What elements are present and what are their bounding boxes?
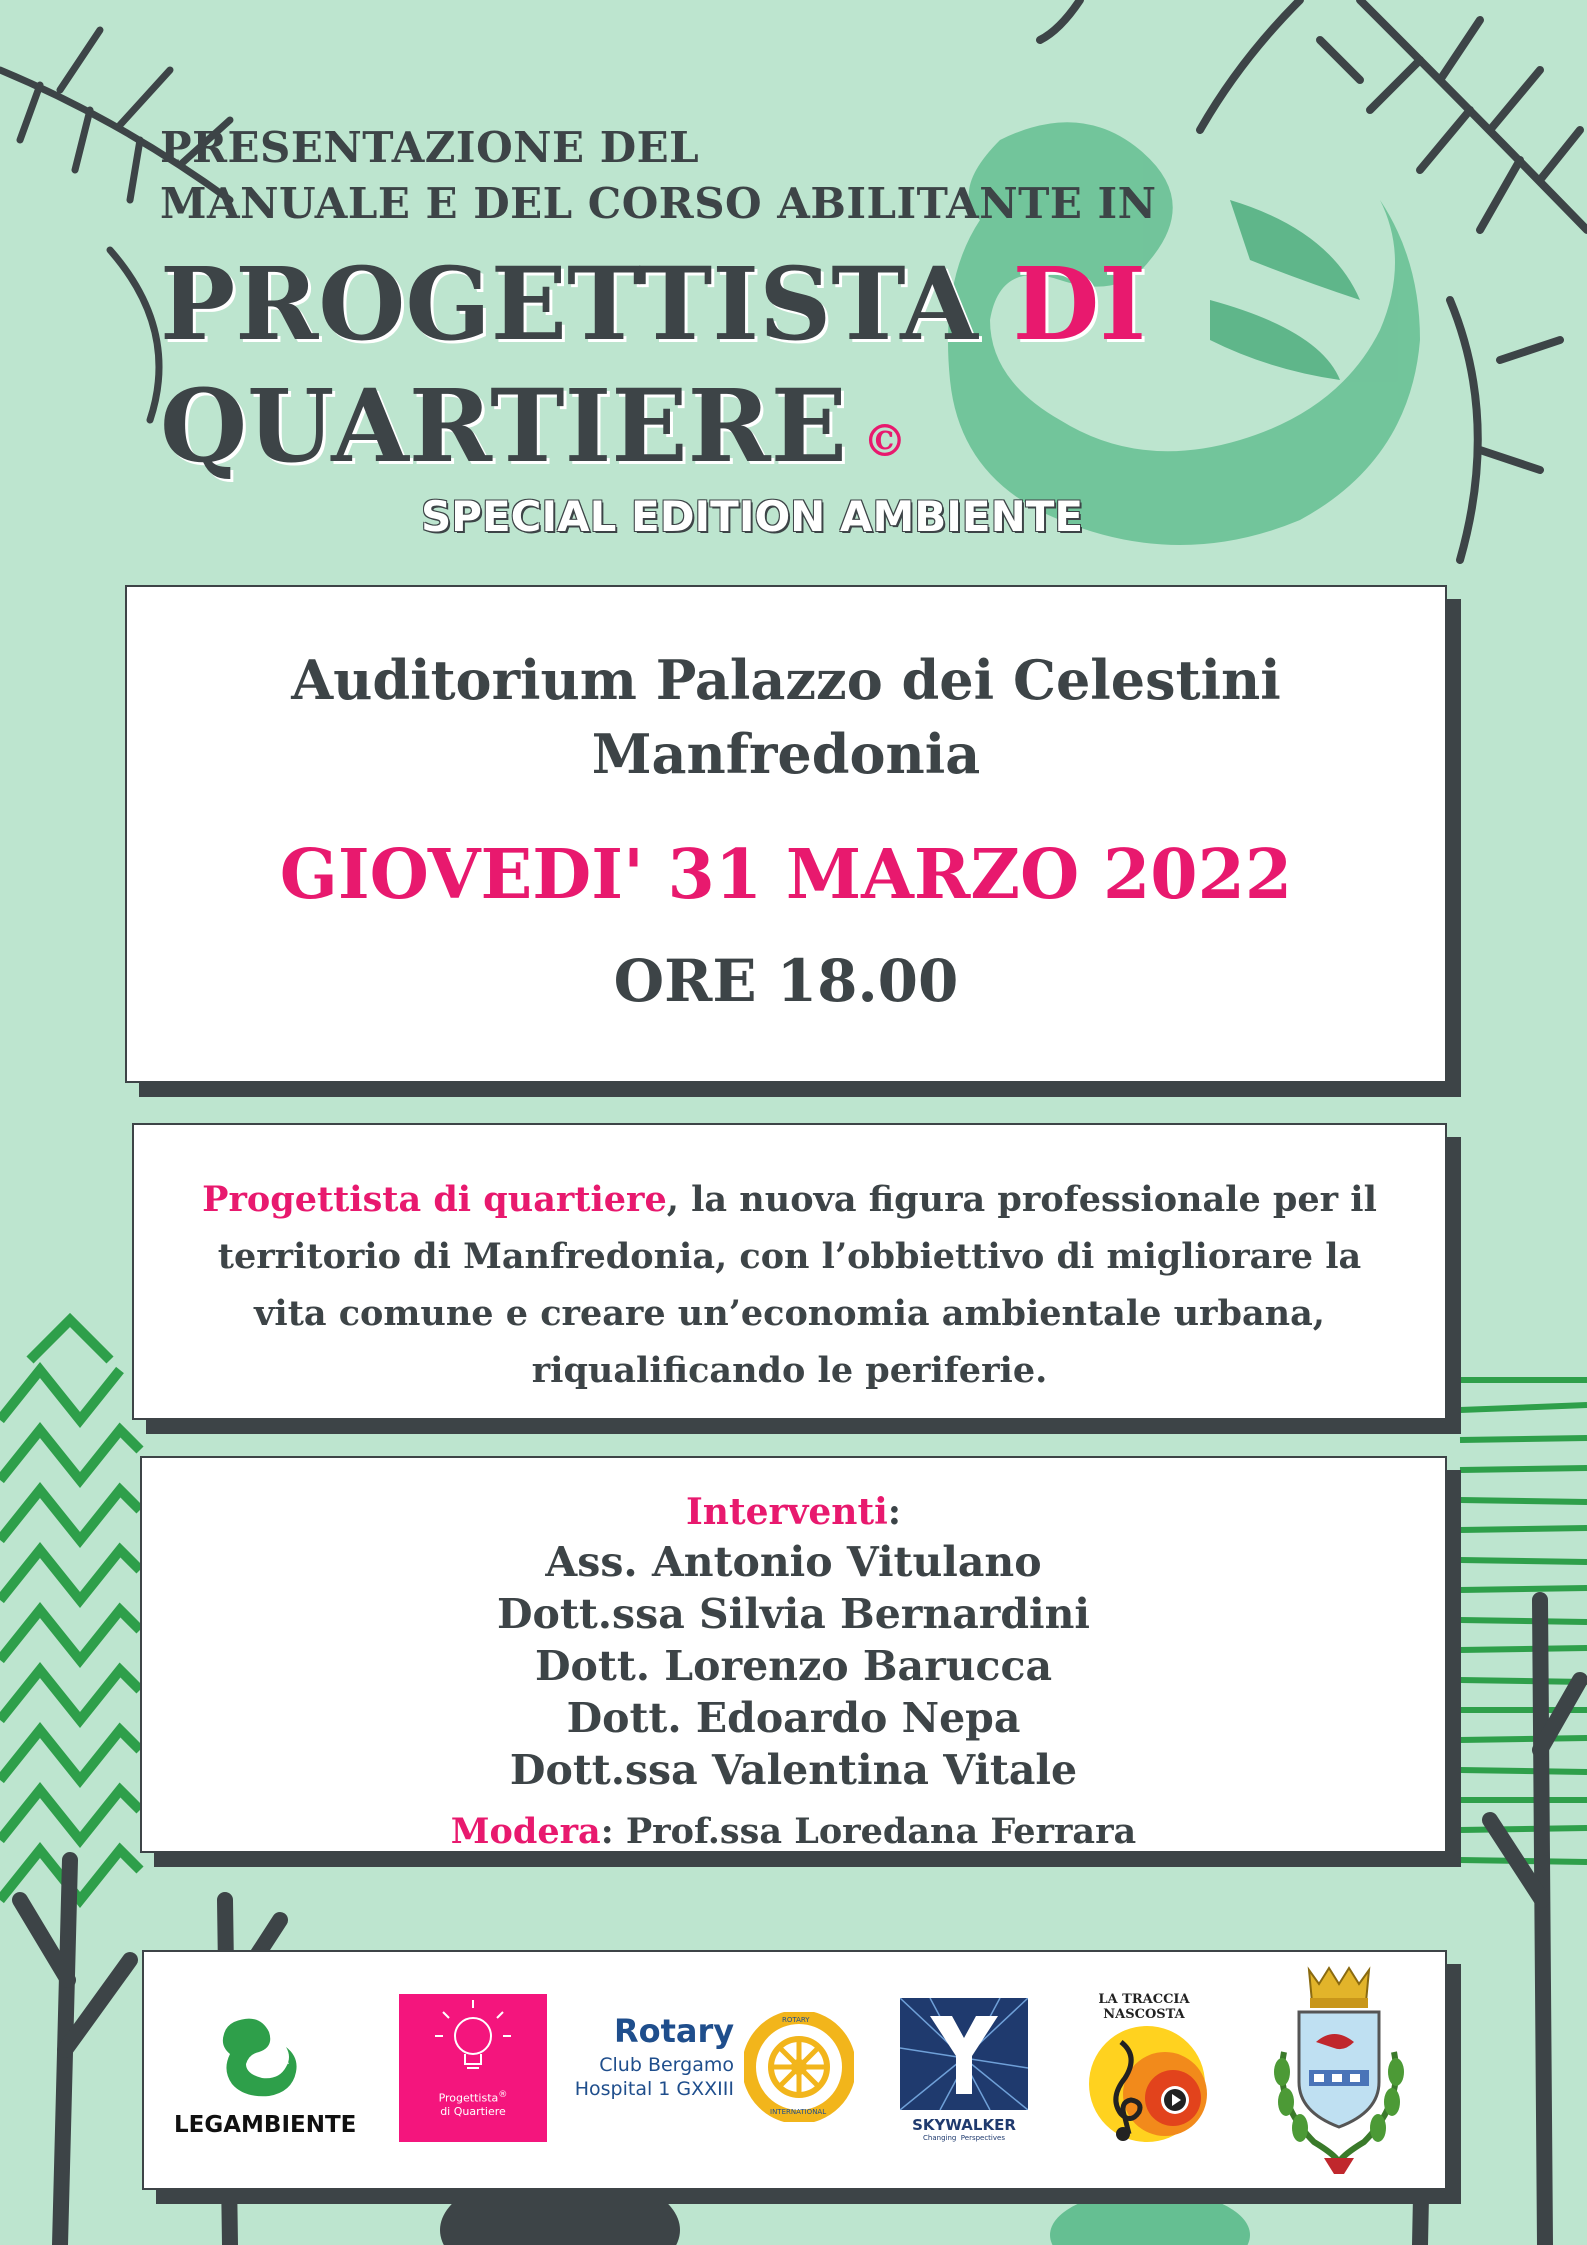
header-line-1: PRESENTAZIONE DEL	[160, 123, 700, 172]
moderator	[142, 1806, 1445, 1858]
description-card	[132, 1123, 1447, 1420]
speaker-item: Dott. Edoardo Nepa	[566, 1694, 1021, 1742]
event-time: ORE 18.00	[613, 947, 959, 1015]
moderator-name: : Prof.ssa Loredana Ferrara	[600, 1811, 1137, 1852]
coat-of-arms-icon	[1254, 1962, 1424, 2182]
description-text	[194, 1171, 1385, 1399]
rotary-name: Rotary	[614, 2012, 735, 2050]
title-word-di: DI	[1012, 245, 1147, 363]
stripes-right-icon	[1460, 1380, 1587, 1862]
speakers-title	[142, 1488, 1445, 1536]
progettista-line-2: di Quartiere	[440, 2104, 506, 2118]
speakers-title-colon: :	[887, 1491, 902, 1533]
rotary-ring-bottom: INTERNATIONAL	[770, 2108, 827, 2116]
moderator-label: Modera	[450, 1811, 601, 1852]
venue: Auditorium Palazzo dei Celestini	[291, 648, 1281, 712]
skywalker-tagline: Changing Perspectives	[923, 2134, 1005, 2142]
speaker-item: Dott.ssa Valentina Vitale	[509, 1746, 1078, 1794]
event-date: GIOVEDI' 31 MARZO 2022	[279, 835, 1293, 915]
speakers-title-label: Interventi	[685, 1491, 888, 1533]
traccia-label: LA TRACCIA NASCOSTA	[1098, 1992, 1190, 2022]
progettista-logo	[399, 1994, 547, 2142]
legambiente-logo	[174, 2012, 357, 2142]
zigzag-tree-left-icon	[0, 1320, 140, 1900]
skywalker-name: SKYWALKER	[912, 2116, 1016, 2134]
title-word-quartiere: QUARTIERE	[160, 367, 847, 485]
main-title	[160, 240, 1460, 368]
rotary-logo	[564, 2012, 864, 2132]
rotary-club-line-1: Club Bergamo	[599, 2054, 734, 2076]
speakers-card	[140, 1456, 1447, 1853]
copyright-mark: ©	[862, 416, 907, 467]
description-body: , la nuova figura professionale per il territorio di Manfredonia, con l’obbiettivo di migliorare la vita comune e creare un’economia ambientale urbana, riqualificando le periferie.	[217, 1179, 1377, 1391]
speaker-item: Dott.ssa Silvia Bernardini	[497, 1590, 1090, 1638]
music-note-icon	[1069, 2022, 1219, 2152]
title-word-progettista: PROGETTISTA	[160, 245, 978, 363]
traccia-nascosta-logo	[1069, 1992, 1219, 2152]
progettista-mark: ®	[498, 2089, 508, 2100]
progettista-line-1: Progettista	[438, 2091, 499, 2105]
main-title-line-2	[160, 362, 1460, 490]
lightbulb-icon	[399, 1994, 547, 2084]
speaker-item: Dott. Lorenzo Barucca	[534, 1642, 1053, 1690]
skywalker-y-icon	[900, 1998, 1028, 2110]
event-card	[125, 585, 1447, 1083]
rotary-club-line-2: Hospital 1 GXXIII	[574, 2078, 734, 2100]
speaker-item: Ass. Antonio Vitulano	[545, 1538, 1042, 1586]
rotary-wheel-icon	[744, 2012, 854, 2122]
progettista-label	[399, 2088, 547, 2118]
skywalker-logo	[899, 1998, 1029, 2148]
sponsors-card	[142, 1950, 1447, 2190]
legambiente-swan-icon	[174, 2012, 324, 2102]
description-highlight: Progettista di quartiere	[202, 1179, 667, 1220]
legambiente-label: LEGAMBIENTE	[174, 2112, 357, 2138]
header	[160, 120, 1460, 490]
edition-label: SPECIAL EDITION AMBIENTE	[420, 492, 1084, 541]
coat-of-arms-logo	[1254, 1962, 1424, 2182]
city: Manfredonia	[591, 722, 981, 786]
rotary-ring-top: ROTARY	[782, 2016, 810, 2024]
header-line-2: MANUALE E DEL CORSO ABILITANTE IN	[160, 179, 1157, 228]
